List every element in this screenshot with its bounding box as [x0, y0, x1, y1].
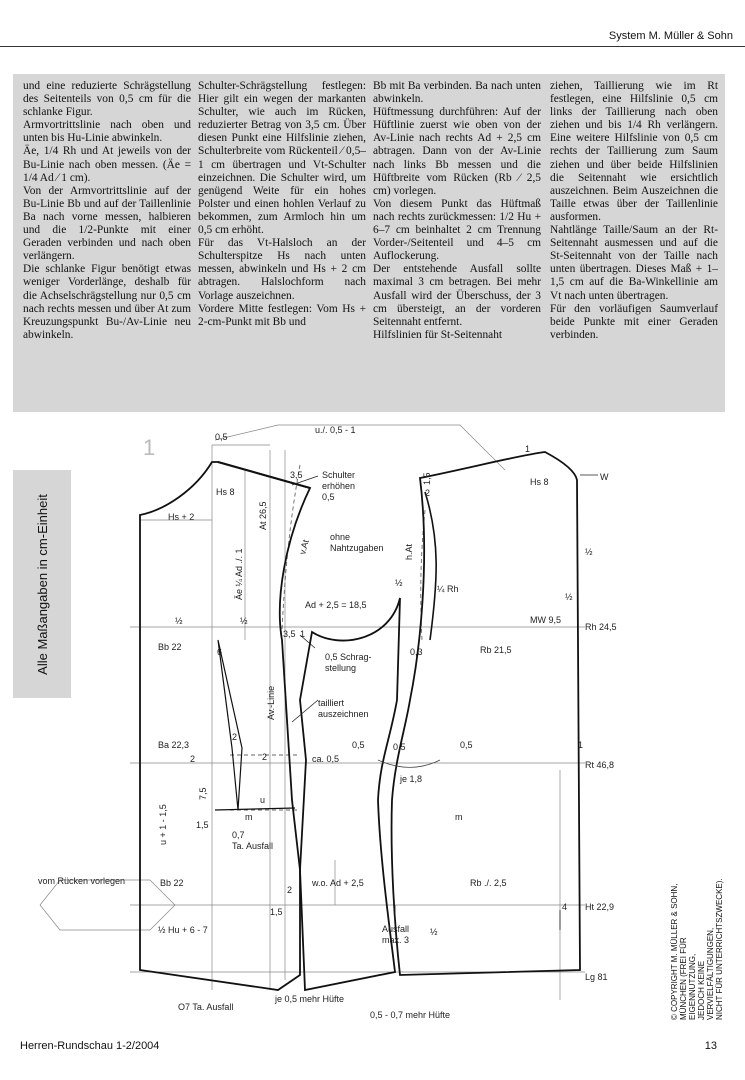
label-u-05-1: u./. 0,5 - 1 — [315, 425, 356, 435]
label-shoulder-raised-3: 0,5 — [322, 492, 335, 502]
label-half-top: ½ — [395, 578, 403, 588]
label-r-rb215: Rb 21,5 — [480, 645, 512, 655]
back-armhole-line — [425, 492, 436, 640]
back-waist-curve — [378, 760, 440, 768]
label-ba223: Ba 22,3 — [158, 740, 190, 750]
label-r-m: m — [455, 812, 463, 822]
label-num05c: 0,5 — [460, 740, 473, 750]
label-num15a: 1,5 — [196, 820, 209, 830]
label-m: m — [245, 812, 253, 822]
label-r-03: 0,3 — [410, 647, 423, 657]
label-bb22: Bb 22 — [158, 642, 182, 652]
label-ausfall-1: Ausfall — [382, 924, 410, 934]
label-shoulder-raised-1: Schulter — [322, 470, 356, 480]
label-wo-ad: w.o. Ad + 2,5 — [312, 878, 364, 888]
label-ta-ausfall-2: Ta. Ausfall — [232, 841, 274, 851]
label-half-right: ½ — [585, 547, 593, 557]
label-r-2: 2 — [425, 488, 431, 498]
label-bb22b: Bb 22 — [160, 878, 184, 888]
label-vom-ruecken: vom Rücken vorlegen — [38, 876, 126, 886]
label-num35b: 3,5 — [283, 629, 296, 639]
label-o7-ausfall: O7 Ta. Ausfall — [178, 1002, 234, 1012]
label-r-15: 1,5 — [422, 472, 432, 485]
label-at265: At 26,5 — [258, 501, 268, 530]
back-piece-outline — [392, 452, 580, 975]
label-half-left: ½ — [240, 616, 248, 626]
label-r-rh: ¼ Rh — [437, 584, 459, 594]
label-avlinie: Av.-Linie — [266, 685, 276, 720]
label-num1: 1 — [300, 629, 306, 639]
front-dart — [218, 640, 242, 810]
label-hu67: ½ Hu + 6 - 7 — [158, 925, 208, 935]
label-num2c: 2 — [262, 752, 268, 762]
label-ta-ausfall-1: 0,7 — [232, 830, 245, 840]
label-r-4: 4 — [562, 902, 568, 912]
label-r-hs8: Hs 8 — [530, 477, 549, 487]
label-r-1b: 1 — [578, 740, 584, 750]
label-r-rt468: Rt 46,8 — [585, 760, 615, 770]
label-schrag-2: stellung — [325, 663, 357, 673]
label-num15b: 1,5 — [270, 907, 283, 917]
construction-lines — [40, 425, 585, 1000]
label-rb25: Rb ./. 2,5 — [470, 878, 507, 888]
label-shoulder-raised-2: erhöhen — [322, 481, 356, 491]
label-je05: je 0,5 mehr Hüfte — [275, 994, 345, 1004]
footer-publication: Herren-Rundschau 1-2/2004 — [20, 1040, 160, 1052]
page-number: 13 — [704, 1040, 717, 1052]
label-r-hat: h.At — [404, 543, 414, 560]
label-num2d: 2 — [287, 885, 293, 895]
label-u: u — [260, 795, 266, 805]
label-schrag-1: 0,5 Schrag- — [325, 652, 372, 662]
label-top-05: 0,5 — [215, 432, 228, 442]
label-u-1-15: u + 1 - 1,5 — [158, 804, 168, 845]
label-hs8-left: Hs 8 — [216, 487, 235, 497]
label-num6: 6 — [217, 647, 223, 657]
label-r-ht: Ht 22,9 — [585, 902, 615, 912]
text-column-2: Schulter-Schrägstellung festlegen: Hier gilt ein wegen der markanten Schulter, wie auch im Rücken, reduzierter Betrag von 3,5 cm. Über diesen Punkt eine Hilfslinie ziehen, Schulterbreite vom Rückenteil ⁄ 0,5–1 cm übertragen und Vt-Schulter einzeichnen. Die Schulter wird, um genügend Weite für ein hohes Polster und einen hohlen Verlauf zu bekommen, zum Armloch hin um 0,5 cm erhöht. Für das Vt-Halsloch an der Schulterspitze Hs nach unten messen, abwinkeln und Hs + 2 cm abtragen. Halslochform nach Vorlage auszeichnen. Vordere Mitte festlegen: Vom Hs + 2-cm-Punkt mit Bb und — [198, 80, 366, 328]
label-num05a: 0,5 — [352, 740, 365, 750]
copyright-notice — [660, 870, 724, 1020]
label-no-seam-1: ohne — [330, 532, 351, 542]
label-ae: Äe ¼ Ad ./. 1 — [234, 548, 244, 600]
label-vat: v.At — [297, 538, 311, 556]
text-column-3: Bb mit Ba verbinden. Ba nach unten abwinkeln. Hüftmessung durchführen: Auf der Hüftlinie zuerst wie oben von der Av-Linie nach rechts Ad + 2,5 cm abtragen. Dann von der Av-Linie nach links Bb messen und die Hüftbreite vom Rücken (Rb ⁄ 2,5 cm) vorlegen. Von diesem Punkt das Hüftmaß nach rechts zurückmessen: 1/2 Hu + 6–7 cm beinhaltet 2 cm Trennung Vorder-/Seitenteil und 4–5 cm Auflockerung. Der entstehende Ausfall sollte maximal 3 cm betragen. Bei mehr Ausfall wird der Überschuss, der 3 cm übersteigt, an der vorderen Seitennaht entfernt. Hilfslinien für St-Seitennaht — [373, 80, 541, 341]
label-r-num1: 1 — [525, 444, 531, 454]
label-r05-07: 0,5 - 0,7 mehr Hüfte — [370, 1010, 451, 1020]
front-piece-outline — [140, 462, 310, 990]
label-tailliert-1: tailliert — [318, 698, 345, 708]
label-r-w: W — [600, 472, 609, 482]
units-label: Alle Maßangaben in cm-Einheit — [34, 493, 50, 675]
text-column-1: und eine reduzierte Schrägstellung des Seitenteils von 0,5 cm für die schlanke Figur. Armvortrittslinie nach oben und unten bis Hu-Linie abwinkeln. Äe, 1/4 Rh und At jeweils von der Bu-Linie nach oben messen. (Äe = 1/4 Ad ⁄ 1 cm). Von der Armvortrittslinie auf der Bu-Linie Bb und auf der Taillenlinie Ba nach vorne messen, halbieren und die 1/2-Punkte mit einer Geraden verbinden und nach oben verlängern. Die schlanke Figur benötigt etwas weniger Vorderlänge, deshalb für die Achselschrägstellung nur 0,5 cm nach rechts messen und über At zum Kreuzungspunkt Bu-/Av-Linie neu abwinkeln. — [23, 80, 191, 341]
label-no-seam-2: Nahtzugaben — [330, 543, 384, 553]
label-tailliert-2: auszeichnen — [318, 709, 369, 719]
label-num75: 7,5 — [198, 787, 208, 800]
label-half-mid: ½ — [175, 616, 183, 626]
label-r-rh245: Rh 24,5 — [585, 622, 617, 632]
label-hs2: Hs + 2 — [168, 512, 195, 522]
running-title: System M. Müller & Sohn — [608, 30, 733, 42]
label-r-mw: MW 9,5 — [530, 615, 562, 625]
label-num2b: 2 — [190, 754, 196, 764]
label-ausfall-2: max. 3 — [382, 935, 410, 945]
label-r-lg: Lg 81 — [585, 972, 608, 982]
label-je18: je 1,8 — [400, 774, 423, 784]
label-ca05: ca. 0,5 — [312, 754, 340, 764]
label-num2a: 2 — [232, 732, 238, 742]
label-r-half2: ½ — [430, 927, 438, 937]
copyright-text: © COPYRIGHT M. MÜLLER & SOHN, MÜNCHEN (FREI FÜR EIGENNUTZUNG, JEDOCH KEINE VERVIELFÄLTIGUNGEN, NICHT FÜR UNTERRICHTSZWECKE). — [670, 878, 724, 1020]
label-num05b: 0,5 — [393, 742, 406, 752]
figure-number: 1 — [143, 435, 156, 460]
text-column-4: ziehen, Taillierung wie im Rt festlegen, eine Hilfslinie 0,5 cm links der Taillierung nach oben ziehen und bis 1/4 Rh verlängern. Eine weitere Hilfslinie von 0,5 cm rechts der Taillierung zum Saum ziehen und über beide Hilfslinien die Seitennaht wie ersichtlich auszeichnen. Beim Auszeichnen die Taille etwas über der Taillenlinie ausformen. Nahtlänge Taille/Saum an der Rt-Seitennaht ausmessen und auf die St-Seitennaht von der Taille nach unten übertragen. Dieses Maß + 1–1,5 cm auf die Ba-Winkellinie am Vt nach unten übertragen. Für den vorläufigen Saumverlauf beide Punkte mit einer Geraden verbinden. — [550, 80, 718, 341]
label-shoulder-35: 3,5 — [290, 470, 303, 480]
label-r-half: ½ — [565, 592, 573, 602]
label-ad25: Ad + 2,5 = 18,5 — [305, 600, 367, 610]
